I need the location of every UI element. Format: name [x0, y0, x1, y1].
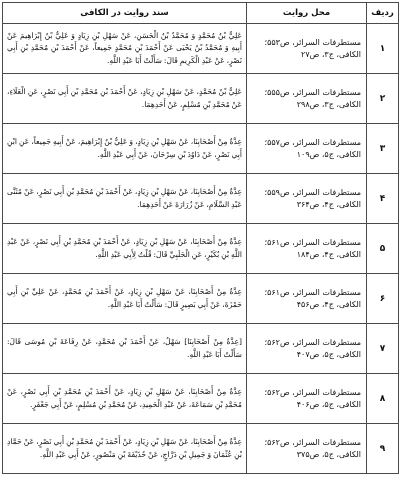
source-line-2: الکافی، ج۵، ص۱۰۹	[296, 149, 361, 159]
source-line-1: مستطرفات السرائر، ص۵۵۵؛	[264, 87, 361, 97]
source-cell	[247, 274, 367, 324]
row-number: ۳	[367, 124, 399, 174]
table-row	[3, 74, 399, 124]
source-line-1: مستطرفات السرائر، ص۵۵۹؛	[264, 187, 361, 197]
table-row	[3, 174, 399, 224]
source-line-1: مستطرفات السرائر، ص۵۶۲؛	[264, 437, 361, 447]
source-line-2: الکافی، ج۴، ص۱۸۴	[296, 249, 361, 259]
row-number: ۱	[367, 24, 399, 74]
chain-text: [عِدَّةٌ مِنْ أَصْحَابِنَا] سَهْلٌ، عَنْ أَحْمَدَ بْنِ مُحَمَّدٍ، عَنْ رِفَاعَةَ بْنِ مُوسَى قَالَ: سَأَلْتُ أَبَا عَبْدِ اللَّهِ.	[3, 324, 247, 374]
source-line-1: مستطرفات السرائر، ص۵۵۳؛	[264, 37, 361, 47]
source-cell	[247, 124, 367, 174]
source-cell	[247, 174, 367, 224]
chain-text: عِدَّةٌ مِنْ أَصْحَابِنَا، عَنْ سَهْلِ بْنِ زِيَادٍ، عَنْ أَحْمَدَ بْنِ مُحَمَّدِ بْنِ أَبِي نَصْرٍ، عَنْ حَمَّادِ بْنِ عُثْمَانَ وَ جَمِيلِ بْنِ دَرَّاجٍ، عَنْ حُذَيْفَةَ بْنِ مَنْصُورٍ، عَنْ أَبِي عَبْدِ اللَّهِ.	[3, 424, 247, 474]
row-number: ۹	[367, 424, 399, 474]
header-chain: سند روایت در الکافی	[3, 3, 247, 24]
chain-text: عِدَّةٌ مِنْ أَصْحَابِنَا، عَنْ سَهْلِ بْنِ زِيَادٍ، عَنْ أَحْمَدَ بْنِ مُحَمَّدٍ، عَنْ عَلِيِّ بْنِ أَبِي حَمْزَةَ، عَنْ أَبِي بَصِيرٍ قَالَ: سَأَلْتُ أَبَا عَبْدِ اللَّهِ.	[3, 274, 247, 324]
table-row	[3, 124, 399, 174]
source-line-2: الکافی، ج۳، ص۲۹۸	[296, 99, 361, 109]
table-header	[3, 3, 399, 24]
table-row	[3, 224, 399, 274]
chain-text: عَلِيُّ بْنُ مُحَمَّدٍ، عَنْ سَهْلِ بْنِ زِيَادٍ، عَنْ أَحْمَدَ بْنِ مُحَمَّدِ بْنِ أَبِي نَصْرٍ، عَنِ الْعَلَاءِ، عَنْ مُحَمَّدِ بْنِ مُسْلِمٍ، عَنْ أَحَدِهِمَا.	[3, 74, 247, 124]
source-line-2: الکافی، ج۵، ص۴۰۷	[296, 349, 361, 359]
chain-text: عَلِيُّ بْنُ مُحَمَّدٍ وَ مُحَمَّدُ بْنُ الْحَسَنِ، عَنْ سَهْلِ بْنِ زِيَادٍ وَ عَلِيُّ بْنُ إِبْرَاهِيمَ عَنْ أَبِيهِ وَ مُحَمَّدُ بْنُ يَحْيَى عَنْ أَحْمَدَ بْنِ مُحَمَّدٍ جَمِيعاً، عَنْ أَحْمَدَ بْنِ مُحَمَّدِ بْنِ أَبِي نَصْرٍ، عَنْ عَبْدِ الْكَرِيمِ قَالَ: سَأَلْتُ أَبَا عَبْدِ اللَّهِ.	[3, 24, 247, 74]
row-number: ۶	[367, 274, 399, 324]
chain-text: عِدَّةٌ مِنْ أَصْحَابِنَا، عَنْ سَهْلِ بْنِ زِيَادٍ، عَنْ أَحْمَدَ بْنِ مُحَمَّدِ بْنِ أَبِي نَصْرٍ، عَنْ مُثَنَّى عَبْدِ السَّلَامِ، عَنْ زُرَارَةَ عَنْ أَحَدِهِمَا.	[3, 174, 247, 224]
source-cell	[247, 374, 367, 424]
row-number: ۲	[367, 74, 399, 124]
source-line-2: الکافی، ج۴، ص۴۵۶	[296, 299, 361, 309]
source-line-2: الکافی، ج۳، ص۲۷	[301, 49, 361, 59]
header-source: محل روایت	[247, 3, 367, 24]
source-line-2: الکافی، ج۴، ص۳۶۴	[296, 199, 361, 209]
row-number: ۵	[367, 224, 399, 274]
table-row	[3, 424, 399, 474]
chain-text: عِدَّةٌ مِنْ أَصْحَابِنَا، عَنْ سَهْلِ بْنِ زِيَادٍ، وَ عَلِيُّ بْنُ إِبْرَاهِيمَ، عَنْ أَبِيهِ جَمِيعاً، عَنِ ابْنِ أَبِي نَصْرٍ، عَنْ دَاوُدَ بْنِ سِرْحَانَ، عَنْ أَبِي عَبْدِ اللَّهِ.	[3, 124, 247, 174]
source-cell	[247, 324, 367, 374]
source-cell	[247, 224, 367, 274]
source-cell	[247, 424, 367, 474]
source-line-1: مستطرفات السرائر، ص۵۶۲؛	[264, 337, 361, 347]
source-line-1: مستطرفات السرائر، ص۵۶۱؛	[264, 287, 361, 297]
table-row	[3, 24, 399, 74]
row-number: ۸	[367, 374, 399, 424]
chain-text: عِدَّةٌ مِنْ أَصْحَابِنَا، عَنْ سَهْلِ بْنِ زِيَادٍ، عَنْ أَحْمَدَ بْنِ مُحَمَّدِ بْنِ أَبِي نَصْرٍ، عَنْ عَبْدِ اللَّهِ بْنِ بُكَيْرٍ، عَنِ الْحَلَبِيِّ قَالَ: قُلْتُ لِأَبِي عَبْدِ اللَّهِ.	[3, 224, 247, 274]
row-number: ۷	[367, 324, 399, 374]
source-cell	[247, 74, 367, 124]
source-line-2: الکافی، ج۵، ص۳۷۵	[296, 449, 361, 459]
chain-text: عِدَّةٌ مِنْ أَصْحَابِنَا، عَنْ سَهْلِ بْنِ زِيَادٍ، عَنْ أَحْمَدَ بْنِ مُحَمَّدِ بْنِ أَبِي نَصْرٍ، عَنْ مُحَمَّدِ بْنِ سَمَاعَةَ، عَنْ عَبْدِ الْحَمِيدِ، عَنْ مُحَمَّدِ بْنِ مُسْلِمٍ، عَنْ أَبِي جَعْفَرٍ.	[3, 374, 247, 424]
hadith-chain-table	[2, 2, 399, 474]
table-row	[3, 324, 399, 374]
source-line-1: مستطرفات السرائر، ص۵۵۷؛	[264, 137, 361, 147]
row-number: ۴	[367, 174, 399, 224]
source-cell	[247, 24, 367, 74]
source-line-1: مستطرفات السرائر، ص۵۶۲؛	[264, 387, 361, 397]
source-line-1: مستطرفات السرائر، ص۵۶۱؛	[264, 237, 361, 247]
header-row-number: ردیف	[367, 3, 399, 24]
table-row	[3, 374, 399, 424]
source-line-2: الکافی، ج۵، ص۴۰۶	[296, 399, 361, 409]
table-row	[3, 274, 399, 324]
